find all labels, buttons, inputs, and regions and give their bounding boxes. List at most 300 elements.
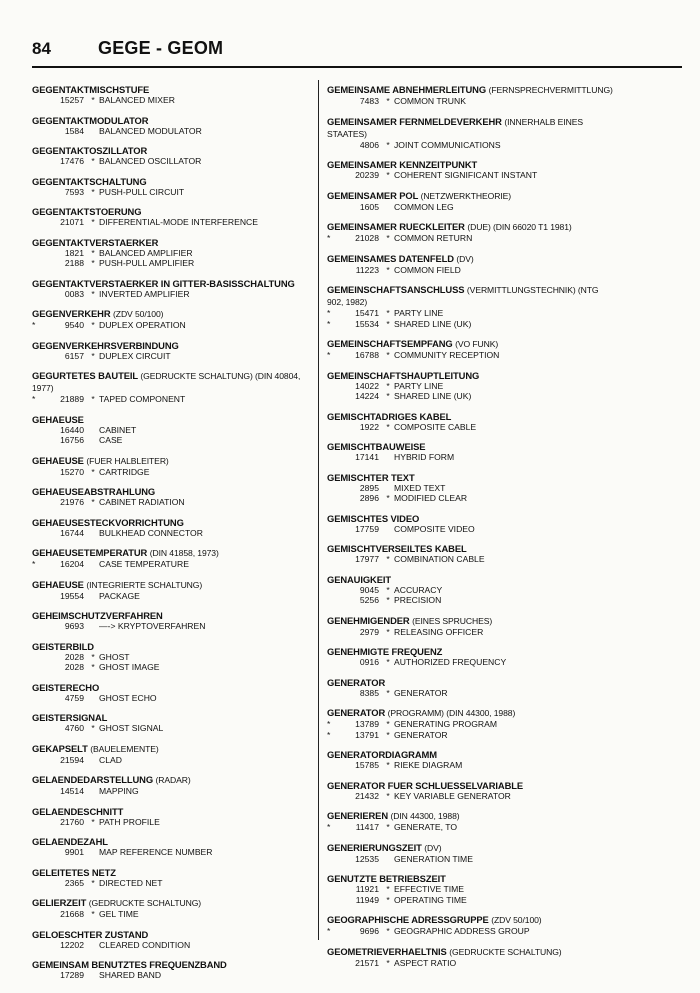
- entry-number: 21432: [355, 790, 379, 801]
- entry-star-marker: [327, 585, 343, 596]
- entry-headword: [327, 472, 617, 483]
- dictionary-entry: [327, 646, 617, 668]
- entry-headword: [32, 517, 312, 528]
- translation-row: [327, 595, 617, 606]
- translation-marker: *: [91, 466, 95, 477]
- entry-number: 2365: [64, 877, 84, 888]
- headword-text: GEMEINSCHAFTSANSCHLUSS: [327, 284, 465, 295]
- translation-text: GENERATE, TO: [394, 822, 458, 832]
- entry-headword: [327, 749, 617, 760]
- translation-text: COMBINATION CABLE: [394, 554, 485, 564]
- translation-row: [327, 265, 617, 276]
- column-divider: [318, 80, 319, 940]
- entry-number: 5256: [359, 595, 379, 605]
- entry-headword: [327, 946, 617, 958]
- translation-row: [32, 187, 312, 198]
- dictionary-entry: [327, 284, 617, 329]
- headword-text: GEMEINSCHAFTSHAUPTLEITUNG: [327, 369, 480, 381]
- dictionary-entry: [327, 543, 617, 565]
- headword-text: GEGURTETES BAUTEIL: [32, 370, 138, 381]
- headword-text: GELAENDEZAHL: [32, 836, 108, 847]
- entry-star-marker: [32, 528, 48, 539]
- translation-text: MODIFIED CLEAR: [394, 493, 468, 503]
- headword-qualifier: (BAUELEMENTE): [90, 743, 159, 754]
- headword-text: GEMEINSCHAFTSEMPFANG: [327, 338, 453, 349]
- translation-text: COMMON RETURN: [394, 233, 473, 243]
- translation-row: [32, 878, 312, 889]
- headword-qualifier: (INNERHALB EINES STAATES): [327, 116, 583, 139]
- page-title: GEGE - GEOM: [98, 38, 224, 58]
- entry-star-marker: [327, 884, 343, 895]
- translation-marker: *: [386, 170, 390, 180]
- entry-star-marker: *: [32, 394, 36, 404]
- entry-number: 15257: [60, 95, 84, 105]
- headword-text: GEGENTAKTVERSTAERKER IN GITTER-BASISSCHALTUNG: [32, 277, 295, 289]
- translation-text: GENERATING PROGRAM: [394, 719, 497, 729]
- entry-headword: [32, 897, 312, 909]
- translation-text: CLEARED CONDITION: [99, 939, 191, 950]
- entry-number: 4759: [64, 692, 84, 703]
- entry-number: 0083: [64, 288, 84, 299]
- headword-qualifier: (GEDRUCKTE SCHALTUNG) (DIN 40804, 1977): [32, 371, 301, 393]
- headword-qualifier: (GEDRUCKTE SCHALTUNG): [449, 946, 562, 957]
- translation-row: [327, 760, 617, 771]
- entry-number: 1584: [64, 125, 84, 136]
- translation-marker: *: [386, 894, 390, 905]
- translation-text: INVERTED AMPLIFIER: [99, 288, 190, 299]
- translation-text: ACCURACY: [394, 584, 443, 595]
- entry-headword: [32, 610, 312, 621]
- translation-marker: [87, 425, 99, 436]
- entry-headword: [327, 810, 617, 822]
- translation-marker: *: [386, 350, 390, 360]
- translation-row: [327, 895, 617, 906]
- headword-text: GEGENTAKTVERSTAERKER: [32, 236, 159, 248]
- entry-star-marker: *: [327, 719, 331, 729]
- headword-text: GENERATORDIAGRAMM: [327, 749, 437, 760]
- entry-star-marker: [327, 265, 343, 276]
- translation-marker: [87, 786, 99, 797]
- dictionary-entry: [327, 253, 617, 276]
- translation-text: COMMON FIELD: [394, 264, 461, 275]
- translation-text: GHOST: [99, 651, 130, 662]
- dictionary-entry: [32, 486, 312, 508]
- entry-number: 21071: [60, 217, 84, 227]
- entry-number: 16744: [60, 527, 84, 538]
- translation-marker: *: [386, 264, 390, 275]
- entry-headword: [327, 116, 617, 140]
- translation-text: BALANCED MODULATOR: [99, 125, 202, 136]
- dictionary-entry: [327, 84, 617, 107]
- translation-text: PUSH-PULL AMPLIFIER: [99, 258, 195, 268]
- translation-text: BULKHEAD CONNECTOR: [99, 527, 203, 538]
- translation-row: [327, 719, 617, 730]
- entry-star-marker: [32, 909, 48, 920]
- entry-headword: [32, 806, 312, 817]
- entry-star-marker: [32, 786, 48, 797]
- headword-text: GEHAEUSE: [32, 413, 84, 425]
- dictionary-entry: [327, 749, 617, 771]
- dictionary-entry: [327, 221, 617, 244]
- entry-headword: [32, 682, 312, 693]
- headword-qualifier: (INTEGRIERTE SCHALTUNG): [86, 579, 203, 590]
- entry-headword: [32, 929, 312, 940]
- headword-text: GEGENTAKTOSZILLATOR: [32, 145, 148, 156]
- entry-star-marker: *: [327, 233, 331, 243]
- translation-marker: *: [91, 497, 95, 507]
- headword-text: GEGENVERKEHRSVERBINDUNG: [32, 339, 179, 351]
- entry-headword: [327, 411, 617, 422]
- dictionary-entry: [327, 842, 617, 865]
- entry-star-marker: [327, 493, 343, 504]
- headword-qualifier: (ZDV 50/100): [113, 309, 164, 319]
- entry-number: 17977: [355, 554, 379, 564]
- headword-qualifier: (DIN 44300, 1988): [390, 811, 460, 821]
- translation-text: ASPECT RATIO: [394, 957, 457, 968]
- translation-text: AUTHORIZED FREQUENCY: [394, 657, 507, 667]
- entry-number: 20239: [355, 170, 379, 180]
- translation-text: GHOST ECHO: [99, 692, 157, 703]
- entry-star-marker: *: [327, 926, 331, 936]
- dictionary-entry: [32, 370, 312, 405]
- translation-marker: *: [386, 318, 390, 329]
- translation-marker: [382, 452, 394, 463]
- entry-headword: [327, 513, 617, 524]
- headword-qualifier: (PROGRAMM) (DIN 44300, 1988): [387, 708, 516, 718]
- translation-row: [32, 95, 312, 106]
- translation-marker: *: [386, 760, 390, 770]
- dictionary-entry: [327, 411, 617, 433]
- headword-text: GEHEIMSCHUTZVERFAHREN: [32, 610, 163, 621]
- translation-row: [327, 350, 617, 361]
- translation-row: [32, 786, 312, 797]
- entry-headword: [32, 959, 312, 970]
- dictionary-entry: [327, 370, 617, 402]
- headword-qualifier: (DIN 41858, 1973): [149, 548, 219, 558]
- entry-headword: [327, 441, 617, 452]
- entry-star-marker: [327, 791, 343, 802]
- translation-marker: *: [91, 394, 95, 404]
- translation-text: COMPOSITE VIDEO: [394, 523, 475, 534]
- dictionary-entry: [327, 677, 617, 699]
- translation-text: EFFECTIVE TIME: [394, 884, 465, 894]
- dictionary-entry: [327, 574, 617, 606]
- translation-text: COMMUNITY RECEPTION: [394, 350, 500, 360]
- headword-text: GELAENDESCHNITT: [32, 805, 124, 817]
- dictionary-entry: [327, 810, 617, 833]
- entry-headword: [32, 278, 312, 289]
- headword-text: GEHAEUSEABSTRAHLUNG: [32, 486, 156, 497]
- translation-row: [327, 452, 617, 463]
- translation-marker: *: [386, 96, 390, 106]
- entry-number: 6157: [64, 350, 84, 361]
- entry-star-marker: [32, 847, 48, 858]
- entry-number: 21668: [60, 909, 84, 919]
- entry-headword: [327, 159, 617, 170]
- entry-number: 15471: [355, 308, 379, 318]
- headword-qualifier: (NETZWERKTHEORIE): [420, 190, 512, 201]
- entry-star-marker: *: [327, 350, 331, 360]
- entry-number: 2895: [359, 482, 379, 493]
- translation-text: CASE: [99, 435, 123, 445]
- entry-headword: [32, 340, 312, 351]
- dictionary-entry: [32, 115, 312, 137]
- translation-row: [327, 493, 617, 504]
- headword-text: GENERATOR FUER SCHLUESSELVARIABLE: [327, 779, 524, 791]
- dictionary-entry: [327, 472, 617, 504]
- entry-headword: [327, 677, 617, 688]
- entry-number: 9540: [64, 320, 84, 330]
- translation-marker: *: [91, 217, 95, 227]
- headword-text: GELEITETES NETZ: [32, 866, 116, 878]
- entry-headword: [327, 574, 617, 585]
- headword-text: GEMEINSAMER POL: [327, 189, 419, 201]
- translation-row: [32, 693, 312, 704]
- translation-row: [32, 258, 312, 269]
- entry-number: 2028: [64, 662, 84, 672]
- entry-number: 21571: [355, 957, 379, 968]
- translation-row: [327, 958, 617, 969]
- entry-number: 15270: [60, 466, 84, 477]
- translation-marker: *: [386, 308, 390, 318]
- headword-text: GEMEINSAMER RUECKLEITER: [327, 221, 465, 232]
- translation-text: GEOGRAPHIC ADDRESS GROUP: [394, 926, 530, 936]
- entry-star-marker: [32, 817, 48, 828]
- translation-row: [32, 425, 312, 436]
- entry-number: 11223: [355, 264, 379, 275]
- entry-star-marker: [32, 435, 48, 446]
- entry-number: 7483: [359, 96, 379, 106]
- entry-star-marker: [327, 595, 343, 606]
- entry-number: 4760: [64, 723, 84, 733]
- headword-text: GEMISCHTES VIDEO: [327, 512, 420, 524]
- translation-marker: *: [91, 156, 95, 166]
- entry-headword: [327, 646, 617, 657]
- dictionary-entry: [32, 579, 312, 602]
- translation-text: GEL TIME: [99, 909, 139, 919]
- entry-headword: [32, 743, 312, 755]
- headword-text: GENERATOR: [327, 676, 386, 688]
- entry-number: 2896: [359, 493, 379, 503]
- translation-marker: *: [91, 651, 95, 662]
- entry-number: 2188: [64, 258, 84, 268]
- entry-star-marker: [327, 202, 343, 213]
- dictionary-entry: [327, 116, 617, 151]
- translation-row: [32, 394, 312, 405]
- translation-marker: [87, 755, 99, 766]
- translation-marker: *: [386, 822, 390, 832]
- headword-qualifier: (DUE) (DIN 66020 T1 1981): [467, 222, 572, 232]
- entry-star-marker: [32, 289, 48, 300]
- translation-row: [327, 854, 617, 865]
- translation-marker: *: [386, 584, 390, 595]
- translation-row: [327, 554, 617, 565]
- translation-row: [32, 662, 312, 673]
- translation-row: [32, 559, 312, 570]
- translation-text: MAP REFERENCE NUMBER: [99, 847, 213, 857]
- headword-text: GENAUIGKEIT: [327, 573, 392, 585]
- entry-number: 9693: [64, 621, 84, 631]
- entry-number: 11921: [355, 884, 379, 894]
- translation-row: [327, 822, 617, 833]
- translation-row: [32, 723, 312, 734]
- entry-star-marker: *: [32, 320, 36, 330]
- translation-text: COMPOSITE CABLE: [394, 421, 477, 432]
- entry-number: 12535: [355, 853, 379, 864]
- translation-row: [327, 140, 617, 151]
- header-rule: [32, 66, 682, 68]
- translation-marker: [87, 621, 99, 632]
- translation-marker: [87, 940, 99, 951]
- entry-star-marker: [327, 96, 343, 107]
- entry-headword: [327, 914, 617, 926]
- headword-text: GEGENTAKTSTOERUNG: [32, 206, 142, 217]
- entry-star-marker: [32, 126, 48, 137]
- translation-row: [32, 497, 312, 508]
- translation-marker: [87, 970, 99, 981]
- translation-text: HYBRID FORM: [394, 452, 455, 462]
- translation-text: MIXED TEXT: [394, 482, 446, 493]
- dictionary-entry: [327, 914, 617, 937]
- translation-text: BALANCED OSCILLATOR: [99, 156, 202, 166]
- headword-text: GEHAEUSETEMPERATUR: [32, 547, 148, 558]
- entry-number: 16788: [355, 350, 379, 360]
- translation-row: [327, 308, 617, 319]
- translation-marker: *: [386, 729, 390, 740]
- entry-number: 14224: [355, 391, 379, 401]
- entry-number: 9901: [64, 847, 84, 857]
- entry-number: 13789: [355, 719, 379, 729]
- entry-headword: [327, 873, 617, 884]
- translation-marker: [87, 126, 99, 137]
- translation-row: [327, 791, 617, 802]
- right-column: [327, 84, 617, 977]
- translation-row: [32, 248, 312, 259]
- entry-headword: [32, 206, 312, 217]
- translation-marker: [382, 854, 394, 865]
- entry-star-marker: [32, 95, 48, 106]
- entry-number: 9696: [359, 926, 379, 936]
- headword-text: GEISTERBILD: [32, 640, 94, 652]
- dictionary-entry: [32, 340, 312, 362]
- entry-number: 1821: [64, 247, 84, 258]
- translation-text: DUPLEX OPERATION: [99, 320, 186, 330]
- translation-text: GHOST IMAGE: [99, 662, 160, 672]
- translation-text: GENERATOR: [394, 729, 448, 740]
- translation-marker: [87, 847, 99, 858]
- headword-text: GENERIERUNGSZEIT: [327, 841, 422, 853]
- translation-text: GHOST SIGNAL: [99, 723, 164, 733]
- entry-number: 2979: [359, 626, 379, 637]
- translation-row: [32, 467, 312, 478]
- dictionary-entry: [32, 308, 312, 331]
- entry-headword: [32, 308, 312, 320]
- entry-number: 21976: [60, 497, 84, 507]
- translation-text: TAPED COMPONENT: [99, 394, 186, 404]
- headword-text: GENUTZTE BETRIEBSZEIT: [327, 873, 446, 884]
- translation-marker: *: [91, 258, 95, 268]
- headword-text: GEGENTAKTSCHALTUNG: [32, 175, 147, 187]
- headword-text: GEMISCHTADRIGES KABEL: [327, 410, 452, 422]
- entry-star-marker: [32, 878, 48, 889]
- entry-number: 14514: [60, 786, 84, 796]
- entry-star-marker: [327, 170, 343, 181]
- entry-headword: [32, 84, 312, 95]
- translation-marker: *: [91, 247, 95, 258]
- entry-headword: [327, 615, 617, 627]
- translation-text: KEY VARIABLE GENERATOR: [394, 790, 511, 801]
- translation-row: [327, 483, 617, 494]
- entry-star-marker: [327, 760, 343, 771]
- dictionary-entry: [32, 278, 312, 300]
- translation-marker: *: [91, 350, 95, 361]
- translation-marker: [87, 528, 99, 539]
- translation-marker: *: [386, 957, 390, 968]
- entry-number: 12202: [60, 939, 84, 950]
- entry-star-marker: [327, 483, 343, 494]
- dictionary-entry: [327, 159, 617, 181]
- entry-star-marker: [32, 940, 48, 951]
- headword-text: GEHAEUSESTECKVORRICHTUNG: [32, 516, 184, 528]
- headword-text: GEISTERSIGNAL: [32, 712, 108, 723]
- dictionary-entry: [32, 682, 312, 704]
- translation-row: [327, 170, 617, 181]
- entry-star-marker: [32, 591, 48, 602]
- entry-star-marker: [327, 381, 343, 392]
- entry-star-marker: [32, 217, 48, 228]
- dictionary-entry: [327, 780, 617, 802]
- entry-number: 16756: [60, 435, 84, 445]
- translation-text: PARTY LINE: [394, 308, 444, 318]
- entry-star-marker: *: [327, 308, 331, 318]
- dictionary-entry: [327, 338, 617, 361]
- translation-text: JOINT COMMUNICATIONS: [394, 139, 501, 150]
- dictionary-entry: [32, 176, 312, 198]
- translation-text: COMMON TRUNK: [394, 96, 466, 106]
- entry-headword: [32, 115, 312, 126]
- translation-marker: *: [386, 391, 390, 401]
- dictionary-entry: [32, 145, 312, 167]
- entry-headword: [32, 836, 312, 847]
- translation-marker: *: [91, 320, 95, 330]
- translation-text: DUPLEX CIRCUIT: [99, 350, 171, 361]
- dictionary-entry: [327, 873, 617, 905]
- headword-text: GEMEINSAM BENUTZTES FREQUENZBAND: [32, 959, 227, 970]
- dictionary-entry: [32, 610, 312, 632]
- entry-headword: [32, 370, 312, 394]
- entry-headword: [32, 455, 312, 467]
- translation-marker: *: [386, 421, 390, 432]
- entry-number: 13791: [355, 729, 379, 740]
- dictionary-entry: [32, 455, 312, 478]
- entry-star-marker: [327, 422, 343, 433]
- headword-qualifier: (VO FUNK): [455, 339, 499, 349]
- headword-text: GENEHMIGTE FREQUENZ: [327, 646, 443, 657]
- translation-text: CASE TEMPERATURE: [99, 559, 189, 569]
- entry-star-marker: [32, 187, 48, 198]
- translation-row: [327, 657, 617, 668]
- entry-headword: [32, 641, 312, 652]
- headword-text: GEMEINSAMES DATENFELD: [327, 252, 454, 264]
- entry-headword: [327, 338, 617, 350]
- entry-headword: [32, 486, 312, 497]
- headword-text: GEMISCHTBAUWEISE: [327, 441, 426, 452]
- dictionary-entry: [327, 190, 617, 213]
- entry-number: 14022: [355, 380, 379, 391]
- entry-star-marker: [327, 391, 343, 402]
- entry-star-marker: [32, 425, 48, 436]
- entry-headword: [32, 867, 312, 878]
